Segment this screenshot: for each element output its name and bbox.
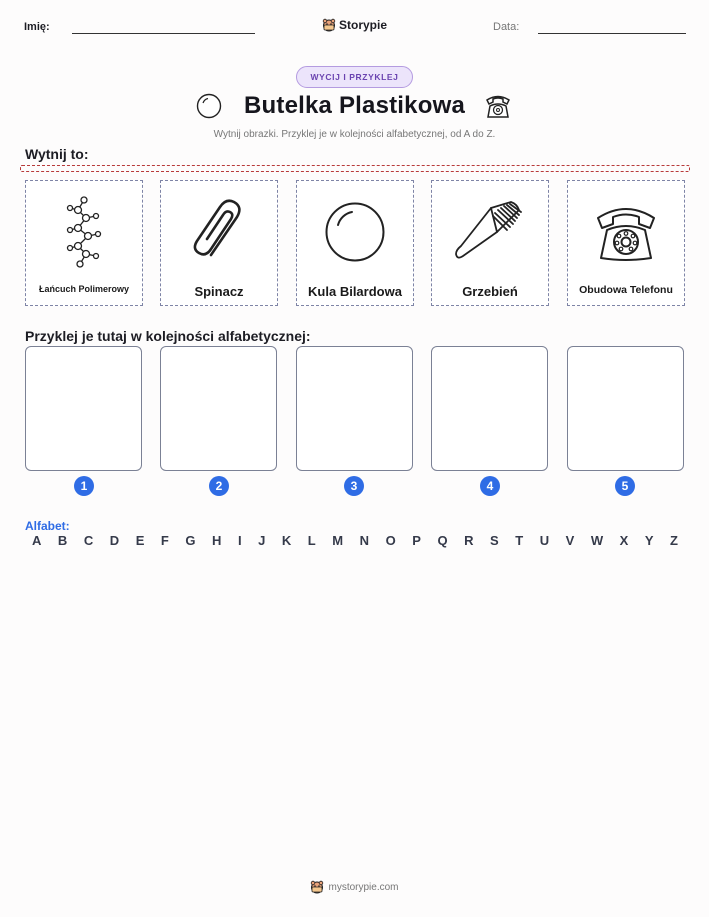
instructions: Wytnij obrazki. Przyklej je w kolejności alfabetycznej, od A do Z. (213, 129, 496, 140)
date-label: Data: (493, 21, 520, 33)
card-label: Grzebień (462, 284, 518, 299)
cut-card-polymer-chain[interactable] (25, 180, 143, 306)
slot-number: 5 (615, 476, 635, 496)
card-label: Kula Bilardowa (308, 284, 402, 299)
paperclip-icon (189, 197, 249, 267)
card-label: Łańcuch Polimerowy (38, 284, 130, 294)
page-title: Butelka Plastikowa (243, 92, 466, 119)
mascot-icon (310, 880, 324, 894)
alphabet-letter: S (490, 533, 499, 548)
alphabet-letter: L (307, 533, 316, 548)
alphabet-letter: E (135, 533, 145, 548)
cut-heading: Wytnij to: (25, 146, 89, 162)
polymer-chain-icon (64, 194, 104, 270)
alphabet-letter: M (332, 533, 344, 548)
alphabet-letter: Y (644, 533, 654, 548)
alphabet-letter: Z (670, 533, 678, 548)
paste-heading: Przyklej je tutaj w kolejności alfabetycznej: (25, 328, 311, 344)
alphabet-letter: D (109, 533, 120, 548)
alphabet-letter: F (160, 533, 169, 548)
alphabet-letter: V (565, 533, 575, 548)
alphabet-letter: C (83, 533, 94, 548)
alphabet-letter: X (619, 533, 629, 548)
alphabet-label: Alfabet: (25, 519, 70, 533)
card-label: Obudowa Telefonu (579, 284, 673, 296)
alphabet-letter: B (57, 533, 68, 548)
title-row (0, 90, 709, 124)
name-label: Imię: (24, 21, 50, 33)
card-label: Spinacz (194, 284, 244, 299)
paste-slot[interactable] (25, 346, 142, 471)
footer-link[interactable]: mystorypie.com (328, 881, 399, 893)
alphabet-letter: W (590, 533, 604, 548)
name-field[interactable] (72, 33, 255, 34)
slot-number: 1 (74, 476, 94, 496)
brand-logo (322, 18, 387, 32)
slot-number: 2 (209, 476, 229, 496)
alphabet-letter: O (385, 533, 396, 548)
date-field[interactable] (538, 33, 686, 34)
alphabet-letter: T (515, 533, 524, 548)
activity-badge: WYCIJ I PRZYKLEJ (296, 66, 413, 88)
page-footer (0, 880, 709, 894)
paste-slot[interactable] (567, 346, 684, 471)
mascot-icon (322, 18, 336, 32)
alphabet-letter: R (464, 533, 474, 548)
billiard-ball-icon (324, 201, 386, 263)
paste-slot[interactable] (431, 346, 548, 471)
alphabet-letter: H (212, 533, 222, 548)
cut-card-billiard-ball[interactable] (296, 180, 414, 306)
slot-number: 3 (344, 476, 364, 496)
alphabet-letter: U (539, 533, 550, 548)
paste-slot[interactable] (296, 346, 413, 471)
alphabet-letter: G (185, 533, 196, 548)
cut-line (20, 165, 690, 172)
cut-card-comb[interactable] (431, 180, 549, 306)
slot-number: 4 (480, 476, 500, 496)
comb-icon (453, 200, 527, 264)
brand-name: Storypie (339, 18, 388, 32)
alphabet-letter: K (281, 533, 292, 548)
cut-card-paperclip[interactable] (160, 180, 278, 306)
paste-slot[interactable] (160, 346, 277, 471)
cut-card-phone-case[interactable] (567, 180, 685, 306)
alphabet-letter: P (412, 533, 421, 548)
alphabet-strip (25, 533, 685, 551)
alphabet-letter: Q (437, 533, 448, 548)
alphabet-letter: I (237, 533, 242, 548)
rotary-phone-icon (483, 91, 513, 121)
alphabet-letter: N (359, 533, 370, 548)
page-header (0, 18, 709, 38)
alphabet-letter: A (32, 533, 42, 548)
rotary-phone-icon (593, 200, 659, 264)
alphabet-letter: J (258, 533, 266, 548)
